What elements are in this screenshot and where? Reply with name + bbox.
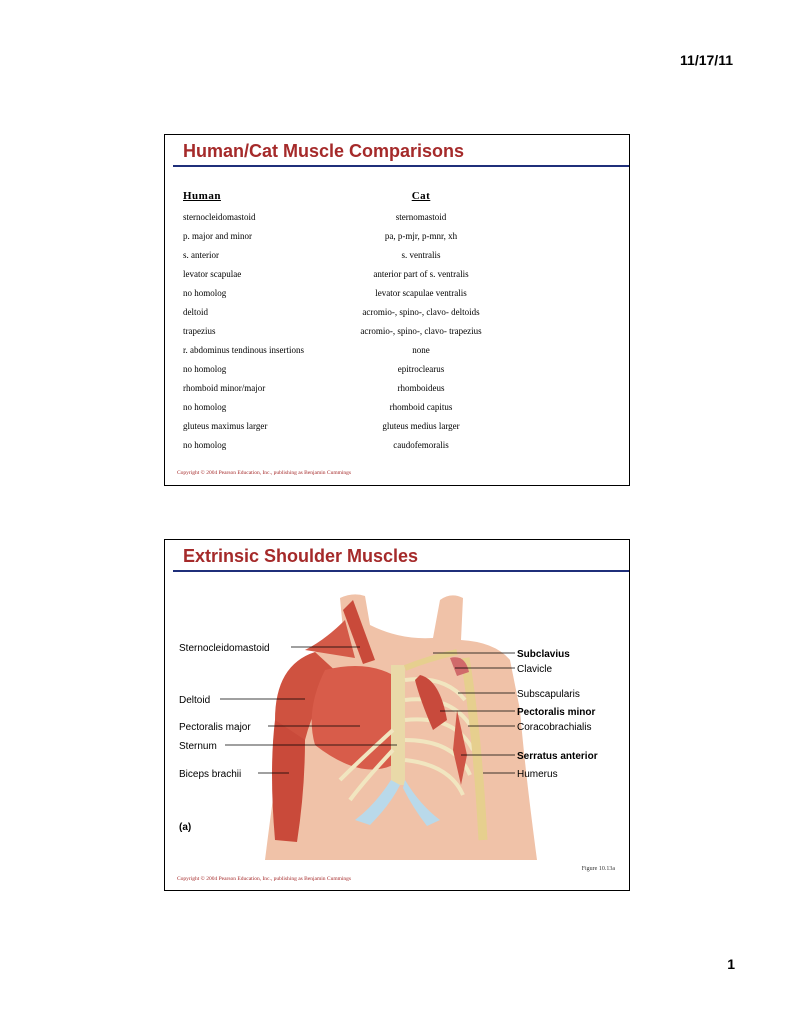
cat-muscle-cell: anterior part of s. ventralis (373, 269, 469, 279)
figure-reference: Figure 10.13a (581, 866, 615, 872)
slide-title: Human/Cat Muscle Comparisons (183, 141, 465, 161)
title-divider (173, 570, 629, 572)
cat-muscle-cell: caudofemoralis (393, 440, 449, 450)
label-pectoralis-major: Pectoralis major (179, 722, 251, 733)
human-muscle-cell: gluteus maximus larger (183, 421, 268, 431)
table-row (183, 326, 623, 345)
label-sternocleidomastoid: Sternocleidomastoid (179, 643, 270, 654)
sternum-bone (391, 665, 405, 785)
cat-muscle-cell: acromio-, spino-, clavo- deltoids (362, 307, 480, 317)
human-muscle-cell: no homolog (183, 364, 227, 374)
cat-muscle-cell: pa, p-mjr, p-mnr, xh (384, 231, 458, 241)
human-muscle-cell: deltoid (183, 307, 208, 317)
cat-muscle-cell: levator scapulae ventralis (375, 288, 467, 298)
table-row (183, 250, 623, 269)
column-header-human: Human (183, 190, 221, 202)
shoulder-muscle-illustration (165, 580, 629, 870)
table-row (183, 288, 623, 307)
slide-title: Extrinsic Shoulder Muscles (183, 546, 419, 566)
column-header-cat: Cat (411, 190, 431, 202)
label-subclavius: Subclavius (517, 649, 570, 660)
table-row (183, 402, 623, 421)
cat-muscle-cell: acromio-, spino-, clavo- trapezius (360, 326, 482, 336)
human-muscle-cell: trapezius (183, 326, 216, 336)
cat-muscle-cell: sternomastoid (395, 212, 447, 222)
title-divider (173, 165, 629, 167)
cat-muscle-cell: gluteus medius larger (382, 421, 460, 431)
table-row (183, 364, 623, 383)
label-biceps-brachii: Biceps brachii (179, 769, 242, 780)
label-humerus: Humerus (517, 769, 558, 780)
slide-muscle-comparisons (164, 134, 630, 486)
table-row (183, 345, 623, 364)
human-muscle-cell: s. anterior (183, 250, 219, 260)
table-row (183, 383, 623, 402)
label-clavicle: Clavicle (517, 664, 553, 675)
human-muscle-cell: p. major and minor (183, 231, 252, 241)
page-number: 1 (727, 956, 735, 972)
cat-muscle-cell: epitroclearus (397, 364, 445, 374)
table-row (183, 421, 623, 440)
human-muscle-cell: no homolog (183, 402, 227, 412)
human-muscle-cell: no homolog (183, 440, 227, 450)
table-row (183, 231, 623, 250)
table-row (183, 269, 623, 288)
copyright-notice: Copyright © 2004 Pearson Education, Inc., publishing as Benjamin Cummings (177, 876, 352, 882)
slide-shoulder-muscles (164, 539, 630, 891)
cat-muscle-cell: rhomboid capitus (389, 402, 453, 412)
copyright-notice: Copyright © 2004 Pearson Education, Inc., publishing as Benjamin Cummings (177, 470, 352, 476)
label-serratus-anterior: Serratus anterior (517, 751, 598, 762)
panel-label: (a) (179, 822, 192, 833)
label-pectoralis-minor: Pectoralis minor (517, 707, 596, 718)
label-coracobrachialis: Coracobrachialis (517, 722, 592, 733)
label-deltoid: Deltoid (179, 695, 211, 706)
human-muscle-cell: r. abdominus tendinous insertions (183, 345, 304, 355)
cat-muscle-cell: s. ventralis (401, 250, 441, 260)
label-subscapularis: Subscapularis (517, 689, 580, 700)
human-muscle-cell: levator scapulae (183, 269, 242, 279)
human-muscle-cell: sternocleidomastoid (183, 212, 256, 222)
human-muscle-cell: no homolog (183, 288, 227, 298)
table-row (183, 440, 623, 459)
date-header: 11/17/11 (680, 52, 733, 68)
table-row (183, 307, 623, 326)
table-row (183, 212, 623, 231)
cat-muscle-cell: rhomboideus (397, 383, 445, 393)
label-sternum: Sternum (179, 741, 217, 752)
cat-muscle-cell: none (412, 345, 430, 355)
human-muscle-cell: rhomboid minor/major (183, 383, 266, 393)
